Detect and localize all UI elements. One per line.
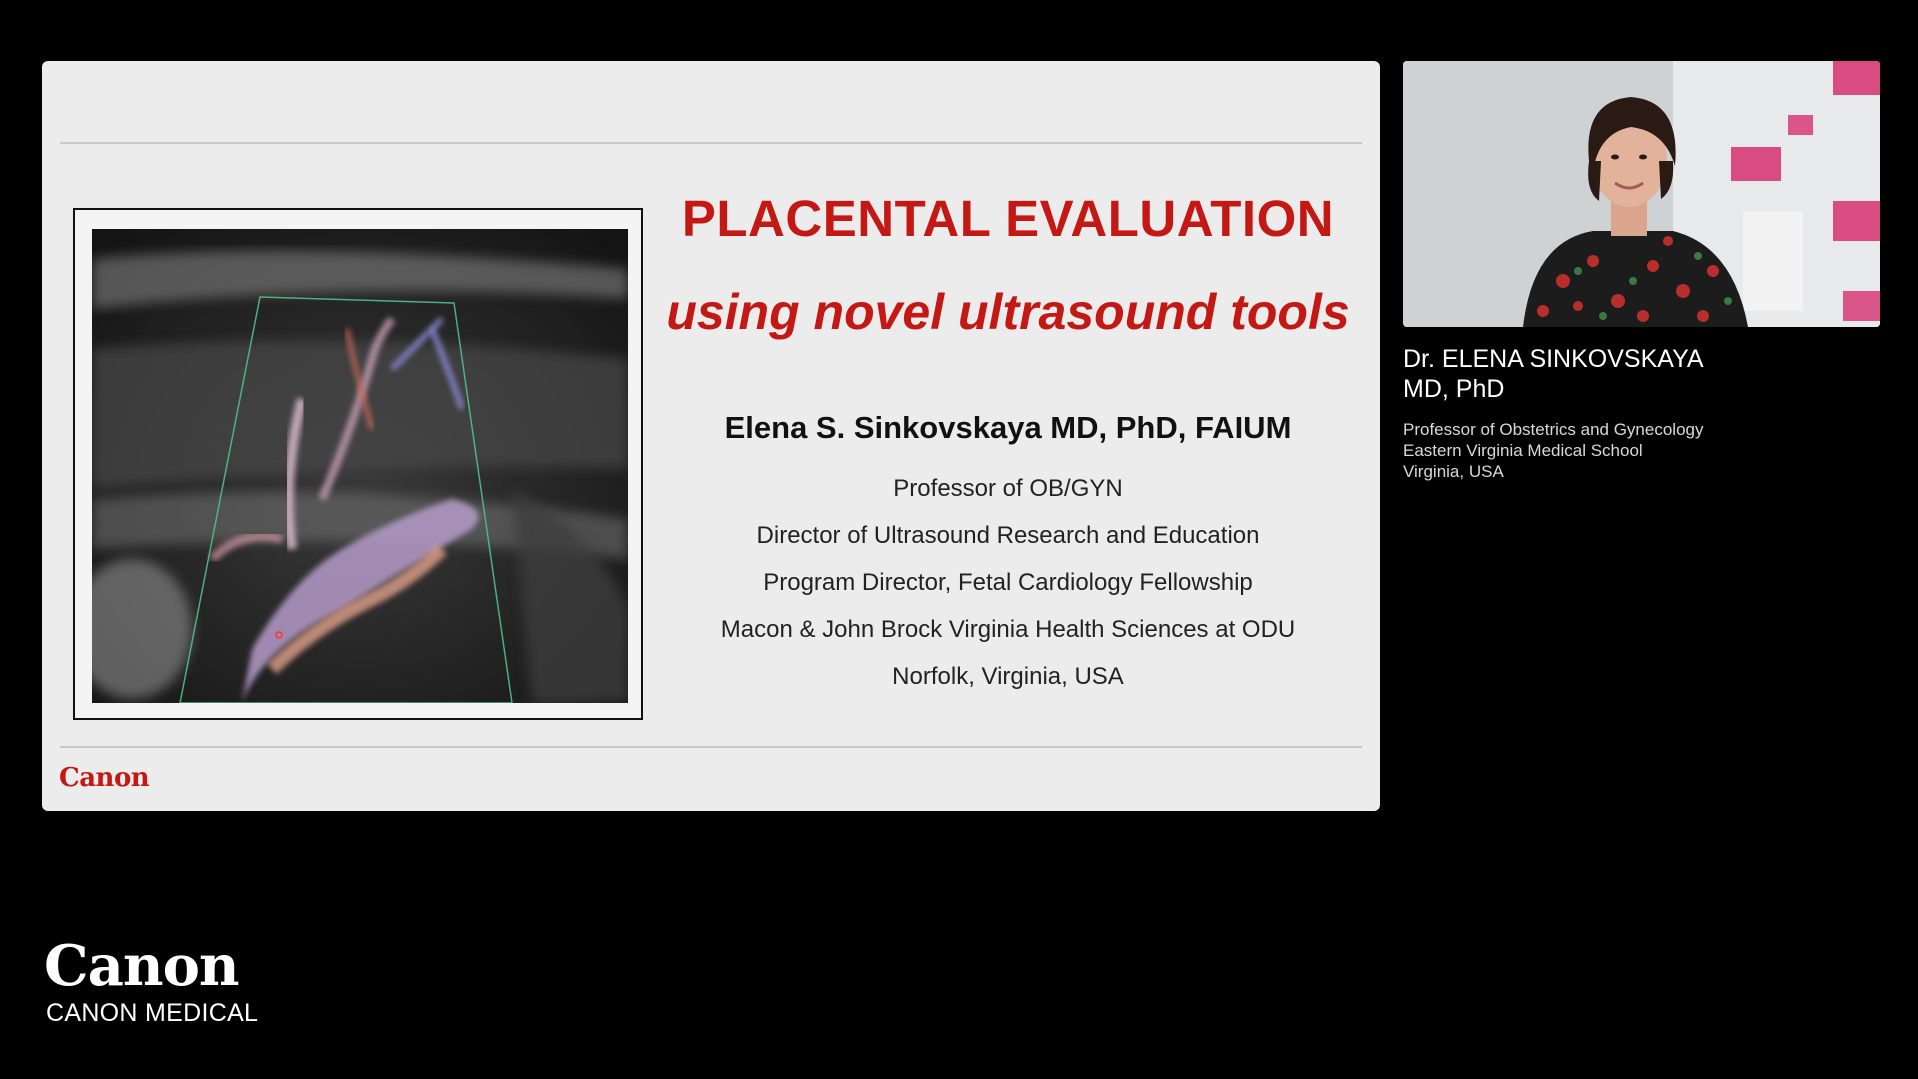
speaker-info-line: Virginia, USA [1403,462,1504,481]
ultrasound-image-frame [73,208,643,720]
speaker-info-line: Professor of Obstetrics and Gynecology [1403,420,1704,439]
credential-line: Program Director, Fetal Cardiology Fellowship [763,569,1253,596]
slide-divider-bottom [60,746,1362,748]
slide-canon-logo: Canon [59,763,150,793]
presentation-slide [42,61,1380,811]
credential-line: Director of Ultrasound Research and Education [756,522,1260,549]
speaker-webcam [1403,61,1880,327]
canon-medical-label: CANON MEDICAL [46,999,259,1027]
speaker-name-line: Dr. ELENA SINKOVSKAYA [1403,345,1704,373]
author-name: Elena S. Sinkovskaya MD, PhD, FAIUM [724,410,1292,445]
speaker-degree-line: MD, PhD [1403,375,1505,403]
slide-title: PLACENTAL EVALUATION [681,190,1335,247]
speaker-name [1403,344,1883,404]
speaker-info-line: Eastern Virginia Medical School [1403,441,1643,460]
credential-line: Macon & John Brock Virginia Health Sciences at ODU [720,616,1296,643]
ultrasound-image [92,229,628,703]
credential-line: Professor of OB/GYN [893,475,1123,502]
slide-divider-top [60,142,1362,144]
canon-logo: Canon [44,933,239,999]
speaker-affiliation [1403,419,1883,482]
credentials-list [662,465,1354,700]
slide-subtitle: using novel ultrasound tools [666,284,1350,340]
credential-line: Norfolk, Virginia, USA [892,663,1124,690]
